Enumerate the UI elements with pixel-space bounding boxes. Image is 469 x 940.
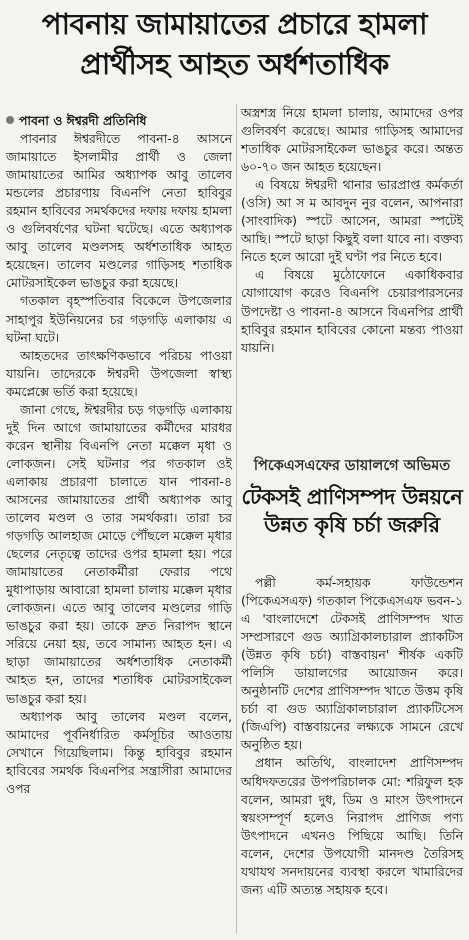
story1-paragraph: অধ্যাপক আবু তালেব মণ্ডল বলেন, আমাদের পূর্বনির্ধারিত কর্মসূচির আওতায় সেখানে গিয়েছিলাম। কিন্তু হাবিবুর রহমান হাবিবের সমর্থক বিএনপির সন্ত্রাসীরা আমাদের ওপর — [6, 708, 232, 796]
story1-paragraph: অস্ত্রশস্ত্র নিয়ে হামলা চালায়, আমাদের ওপর গুলিবর্ষণ করেছে। আমার গাড়িসহ আমাদের শতাধিক মোটরসাইকেল ভাঙচুর করে। অন্তত ৬০-৭০ জন আহত হয়েছেন। — [241, 105, 463, 175]
column-divider — [236, 104, 237, 934]
story1-paragraph: পাবনার ঈশ্বরদীতে পাবনা-৪ আসনে জামায়াতে ইসলামীর প্রার্থী ও জেলা জামায়াতের আমির অধ্যাপক আবু তালেব মন্ডলের প্রচারণায় বিএনপি নেতা হাবিবুর রহমান হাবিবের সমর্থকদের দফায় দফায় হামলা ও গুলিবর্ষণের ঘটনা ঘটেছে। এতে অধ্যাপক আবু তালেব মণ্ডলসহ অর্ধশতাধিক আহত হয়েছেন। তালেব মণ্ডলের গাড়িসহ শতাধিক মোটরসাইকেল ভাঙচুর করা হয়েছে। — [6, 131, 232, 291]
headline-line-2: প্রার্থীসহ আহত অর্ধশতাধিক — [80, 47, 389, 81]
dateline-text: পাবনা ও ঈশ্বরদী প্রতিনিধি — [19, 113, 147, 128]
headline — [6, 4, 463, 84]
story2-paragraph: পল্লী কর্ম-সহায়ক ফাউন্ডেশন (পিকেএসএফ) গতকাল পিকেএসএফ ভবন-১ এ 'বাংলাদেশে টেকসই প্রাণিসম্পদ খাত সম্প্রসারণে গুড অ্যাগ্রিকালচারাল প্র্যাকটিস (উন্নত কৃষি চর্চা) বাস্তবায়ন' শীর্ষক একটি পলিসি ডায়ালগের আয়োজন করে। অনুষ্ঠানটি দেশের প্রাণিসম্পদ খাতে উত্তম কৃষি চর্চা বা গুড অ্যাগ্রিকালচারাল প্র্যাকটিসেস (জিএপি) বাস্তবায়নের লক্ষ্যকে সামনে রেখে অনুষ্ঠিত হয়। — [241, 575, 463, 753]
story1-right-column — [241, 104, 463, 357]
dateline — [6, 112, 232, 130]
story1-left-column — [6, 112, 232, 798]
story1-paragraph: আহতদের তাৎক্ষণিকভাবে পরিচয় পাওয়া যায়নি। তাদেরকে ঈশ্বরদী উপজেলা স্বাস্থ্য কমপ্লেক্সে ভর্তি করা হয়েছে। — [6, 347, 232, 399]
headline-line-1: পাবনায় জামায়াতের প্রচারে হামলা — [41, 7, 428, 41]
story2-paragraph: প্রধান অতিথি, বাংলাদেশ প্রাণিসম্পদ অধিদফতরের উপপরিচালক মো: শরিফুল হক বলেন, আমরা দুধ, ডিম ও মাংস উৎপাদনে স্বয়ংসম্পূর্ণ হলেও নিরাপদ প্রাণিজ পণ্য উৎপাদনে এখনও পিছিয়ে আছি। তিনি বলেন, দেশের উপযোগী মানদণ্ড তৈরিসহ যথাযথ সনদায়নের ব্যবস্থা করলে খামারিদের জন্য এটি অত্যন্ত সহায়ক হবে। — [241, 755, 463, 897]
story1-paragraph: জানা গেছে, ঈশ্বরদীর চড় গড়গড়ি এলাকায় দুই দিন আগে জামায়াতের কর্মীদের মারধর করেন স্থানীয় বিএনপি নেতা মক্কেল মৃধা ও লোকজন। সেই ঘটনার পর গতকাল ওই এলাকায় প্রচারণা চালাতে যান পাবনা-৪ আসনের জামায়াতের প্রার্থী অধ্যাপক আবু তালেব মণ্ডল ও তার সমর্থকরা। তারা চর গড়গড়ি আলহাজ মোড়ে পৌঁছলে মক্কেল মৃধার ছেলের নেতৃত্বে তাদের ওপর হামলা হয়। পরে জামায়াতের নেতাকর্মীরা ফেরার পথে মুধাপাড়ায় আবারো হামলা চালায় মক্কেল মৃধার লোকজন। এতে আবু তালেব মণ্ডলের গাড়ি ভাঙচুর করা হয়। তাকে দ্রুত নিরাপদ স্থানে সরিয়ে নেয়া হয়, তবে সামান্য আহত হন। এ ছাড়া জামায়াতের অর্ধশতাধিক নেতাকর্মী আহত হন, তাদের শতাধিক মোটরসাইকেল ভাঙচুর করা হয়। — [6, 401, 232, 706]
story1-paragraph: এ বিষয়ে ঈশ্বরদী থানার ভারপ্রাপ্ত কর্মকর্তা (ওসি) আ স ম আবদুন নুর বলেন, আপনারা (সাংবাদিক) স্পটে আসেন, আমরা স্পটেই আছি। স্পটে ছাড়া কিছুই বলা যাবে না। বক্তব্য নিতে হলে আরো দুই ঘণ্টা পর নিতে হবে। — [241, 177, 463, 265]
story1-paragraph: গতকাল বৃহস্পতিবার বিকেলে উপজেলার সাহাপুর ইউনিয়নের চর গড়গড়ি এলাকায় এ ঘটনা ঘটে। — [6, 293, 232, 345]
bullet-icon — [6, 116, 14, 124]
story2-kicker: পিকেএসএফের ডায়ালগে অভিমত — [253, 458, 451, 474]
story1-paragraph: এ বিষয়ে মুঠোফোনে একাধিকবার যোগাযোগ করেও বিএনপি চেয়ারপারসনের উপদেষ্টা ও পাবনা-৪ আসনে বিএনপির প্রার্থী হাবিবুর রহমান হাবিবের কোনো মন্তব্য পাওয়া যায়নি। — [241, 267, 463, 355]
story2-column — [241, 574, 463, 899]
story2-headline: টেকসই প্রাণিসম্পদ উন্নয়নে উন্নত কৃষি চর্চা জরুরি — [241, 485, 463, 537]
